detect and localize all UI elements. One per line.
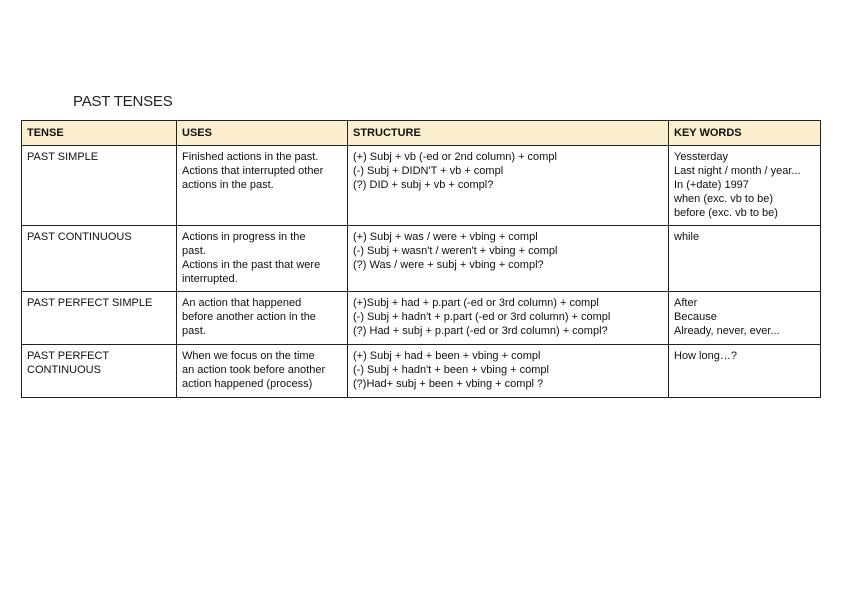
header-key-words: KEY WORDS: [669, 121, 821, 146]
cell-structure: [348, 146, 669, 226]
cell-line: before another action in the: [182, 311, 316, 323]
cell-line: (?) DID + subj + vb + compl?: [353, 179, 494, 191]
cell-structure: [348, 292, 669, 345]
cell-line: (+) Subj + had + been + vbing + compl: [353, 350, 541, 362]
cell-uses: [177, 146, 348, 226]
cell-line: CONTINUOUS: [27, 364, 101, 376]
cell-line: while: [674, 231, 700, 243]
cell-uses: [177, 226, 348, 292]
cell-structure: [348, 345, 669, 398]
cell-line: PAST PERFECT SIMPLE: [27, 297, 153, 309]
cell-line: past.: [182, 245, 206, 257]
cell-line: After: [674, 297, 698, 309]
cell-line: (-) Subj + wasn't / weren't + vbing + compl: [353, 245, 558, 257]
table-header-row: [22, 121, 821, 146]
cell-tense: [22, 226, 177, 292]
table-row-past-perfect-continuous: [22, 345, 821, 398]
header-uses: USES: [177, 121, 348, 146]
past-tenses-table: [21, 120, 821, 398]
cell-line: (?) Was / were + subj + vbing + compl?: [353, 259, 544, 271]
cell-line: Actions that interrupted other: [182, 165, 324, 177]
cell-line: an action took before another: [182, 364, 326, 376]
table-row-past-continuous: [22, 226, 821, 292]
cell-line: (-) Subj + DIDN'T + vb + compl: [353, 165, 504, 177]
cell-uses: [177, 292, 348, 345]
cell-line: In (+date) 1997: [674, 179, 749, 191]
cell-line: Already, never, ever...: [674, 325, 780, 337]
cell-line: action happened (process): [182, 378, 313, 390]
header-tense: TENSE: [22, 121, 177, 146]
cell-key-words: [669, 226, 821, 292]
cell-line: (+) Subj + was / were + vbing + compl: [353, 231, 538, 243]
cell-line: (+)Subj + had + p.part (-ed or 3rd column) + compl: [353, 297, 599, 309]
cell-line: (-) Subj + hadn't + been + vbing + compl: [353, 364, 549, 376]
cell-line: (?)Had+ subj + been + vbing + compl ?: [353, 378, 544, 390]
cell-line: How long…?: [674, 350, 737, 362]
cell-line: (?) Had + subj + p.part (-ed or 3rd column) + compl?: [353, 325, 608, 337]
cell-line: actions in the past.: [182, 179, 274, 191]
header-structure: STRUCTURE: [348, 121, 669, 146]
cell-line: Last night / month / year...: [674, 165, 801, 177]
cell-key-words: [669, 345, 821, 398]
cell-tense: [22, 146, 177, 226]
cell-uses: [177, 345, 348, 398]
cell-line: Finished actions in the past.: [182, 151, 319, 163]
cell-line: An action that happened: [182, 297, 302, 309]
cell-line: PAST CONTINUOUS: [27, 231, 132, 243]
cell-line: When we focus on the time: [182, 350, 315, 362]
cell-key-words: [669, 146, 821, 226]
cell-line: PAST SIMPLE: [27, 151, 99, 163]
cell-line: PAST PERFECT: [27, 350, 110, 362]
cell-tense: [22, 345, 177, 398]
cell-line: Yessterday: [674, 151, 729, 163]
cell-line: when (exc. vb to be): [674, 193, 774, 205]
cell-line: (+) Subj + vb (-ed or 2nd column) + compl: [353, 151, 557, 163]
table-row-past-simple: [22, 146, 821, 226]
page-title: PAST TENSES: [73, 93, 173, 110]
cell-line: before (exc. vb to be): [674, 207, 778, 219]
cell-structure: [348, 226, 669, 292]
cell-key-words: [669, 292, 821, 345]
cell-line: Because: [674, 311, 717, 323]
cell-line: (-) Subj + hadn't + p.part (-ed or 3rd column) + compl: [353, 311, 611, 323]
cell-line: interrupted.: [182, 273, 238, 285]
cell-line: Actions in the past that were: [182, 259, 321, 271]
table-row-past-perfect-simple: [22, 292, 821, 345]
cell-line: past.: [182, 325, 206, 337]
cell-tense: [22, 292, 177, 345]
cell-line: Actions in progress in the: [182, 231, 306, 243]
